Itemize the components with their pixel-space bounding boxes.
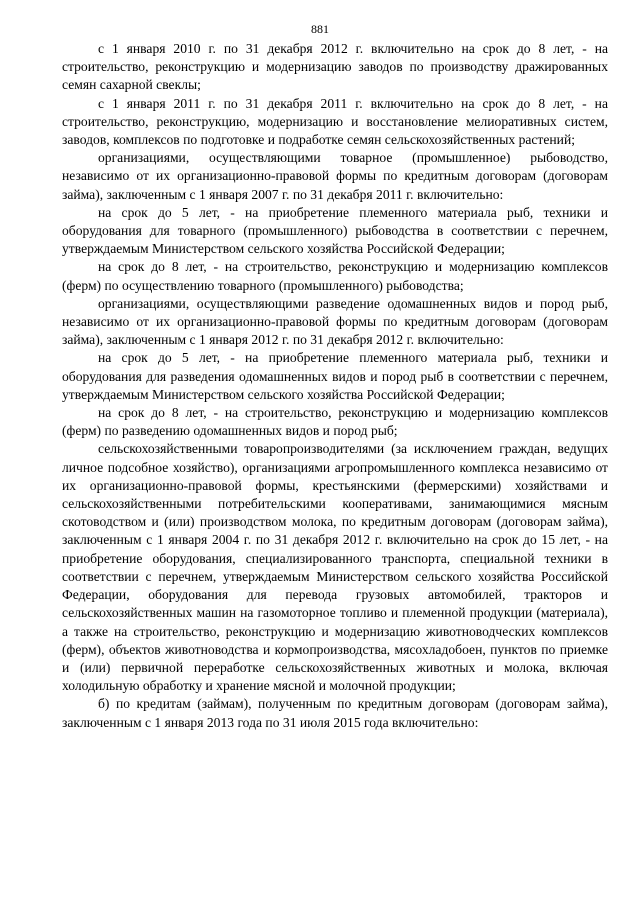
paragraph: организациями, осуществляющими товарное (промышленное) рыбоводство, независимо от их организационно-правовой формы по кредитным договорам (договорам займа), заключенным с 1 января 2007 г. по 31 декабря 2011 г. включительно: (62, 150, 608, 202)
paragraph: на срок до 8 лет, - на строительство, реконструкцию и модернизацию комплексов (ферм) по разведению одомашненных видов и пород рыб; (62, 405, 608, 439)
paragraph: на срок до 5 лет, - на приобретение племенного материала рыб, техники и оборудования для разведения одомашненных видов и пород рыб в соответствии с перечнем, утверждаемым Министерством сельского хозяйства Российской Федерации; (62, 350, 608, 402)
paragraph: на срок до 5 лет, - на приобретение племенного материала рыб, техники и оборудования для товарного (промышленного) рыбоводства в соответствии с перечнем, утверждаемым Министерством сельского хозяйства Российской Федерации; (62, 204, 608, 257)
paragraph: с 1 января 2011 г. по 31 декабря 2011 г. включительно на срок до 8 лет, - на строительство, реконструкцию, модернизацию и восстановление мелиоративных систем, заводов, комплексов по подготовке и подработке семян сельскохозяйственных растений; (62, 95, 608, 148)
paragraph: сельскохозяйственными товаропроизводителями (за исключением граждан, ведущих личное подсобное хозяйство), организациями агропромышленного комплекса независимо от их организационно-правовой формы, крестьянскими (фермерскими) хозяйствами и сельскохозяйственными потребительскими кооперативами, занимающимися мясным скотоводством и (или) производством молока, по кредитным договорам (договорам займа), заключенным с 1 января 2004 г. по 31 декабря 2012 г. включительно на срок до 15 лет, - на приобретение оборудования, специализированного транспорта, специальной техники в соответствии с перечнем, утверждаемым Министерством сельского хозяйства Российской Федерации, оборудования для перевода грузовых автомобилей, тракторов и сельскохозяйственных машин на газомоторное топливо и племенной продукции (материала), а также на строительство, реконструкцию и модернизацию животноводческих комплексов (ферм), объектов животноводства и кормопроизводства, мясохладобоен, пунктов по приемке и (или) первичной переработке сельскохозяйственных животных и молока, включая холодильную обработку и хранение мясной и молочной продукции; (62, 441, 608, 694)
paragraph: организациями, осуществляющими разведение одомашненных видов и пород рыб, независимо от их организационно-правовой формы по кредитным договорам (договорам займа), заключенным с 1 января 2012 г. по 31 декабря 2012 г. включительно: (62, 295, 608, 348)
paragraph: с 1 января 2010 г. по 31 декабря 2012 г. включительно на срок до 8 лет, - на строительство, реконструкцию и модернизацию заводов по производству дражированных семян сахарной свеклы; (62, 41, 608, 93)
paragraph: на срок до 8 лет, - на строительство, реконструкцию и модернизацию комплексов (ферм) по осуществлению товарного (промышленного) рыбоводства; (62, 259, 608, 293)
paragraph: б) по кредитам (займам), полученным по кредитным договорам (договорам займа), заключенным с 1 января 2013 года по 31 июля 2015 года включительно: (62, 696, 608, 730)
document-body (62, 40, 608, 732)
page-number: 881 (311, 22, 329, 36)
